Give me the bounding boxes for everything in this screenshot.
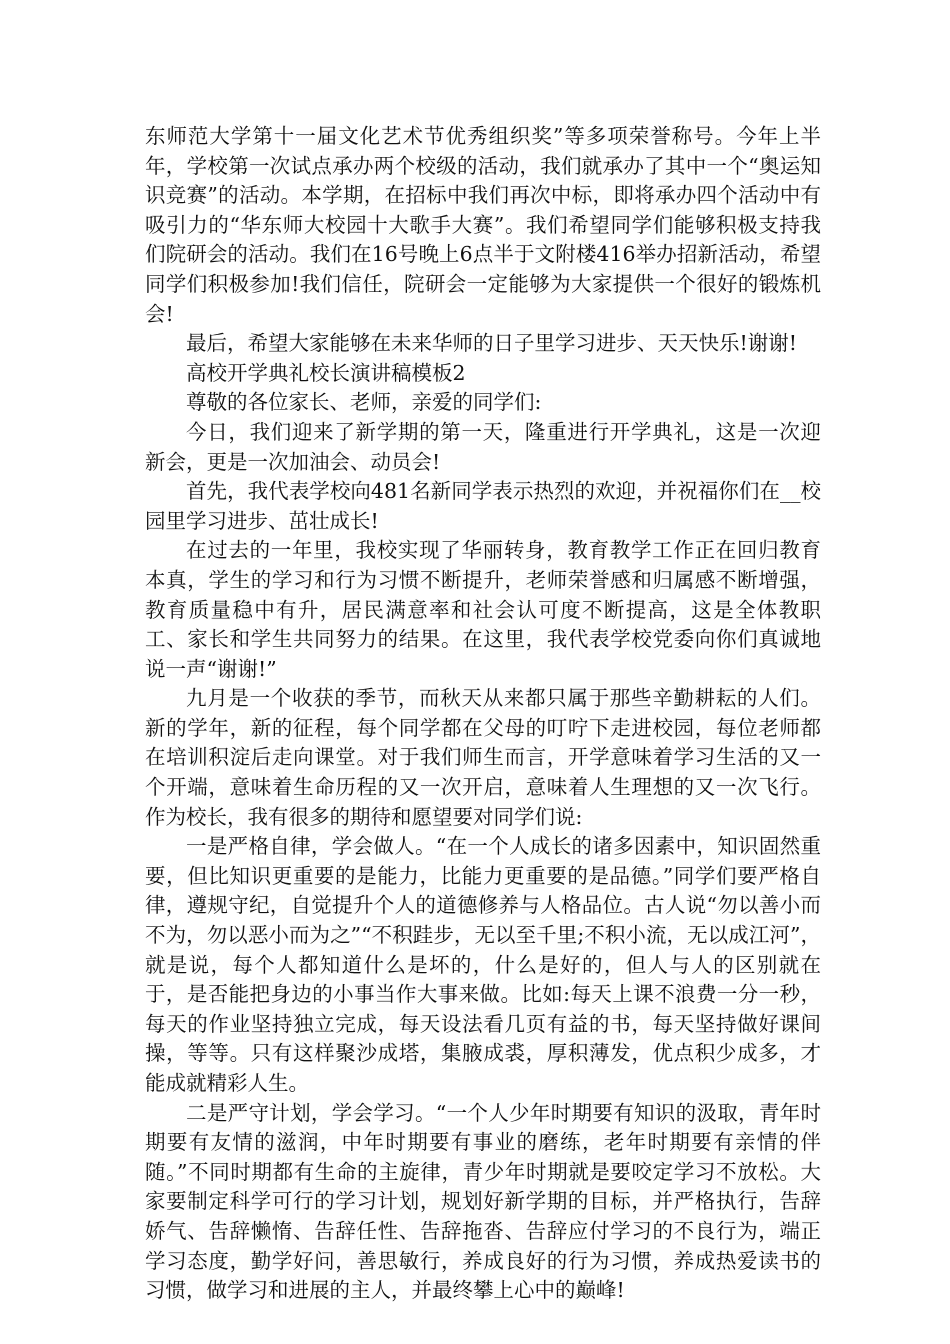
paragraph: 一是严格自律，学会做人。“在一个人成长的诸多因素中，知识固然重要，但比知识更重要的是能力，比能力更重要的是品德。”同学们要严格自律，遵规守纪，自觉提升个人的道德修养与人格品位。古人说“勿以善小而不为，勿以恶小而为之”“不积跬步，无以至千里;不积小流，无以成江河”，就是说，每个人都知道什么是坏的，什么是好的，但人与人的区别就在于，是否能把身边的小事当作大事来做。比如:每天上课不浪费一分一秒，每天的作业坚持独立完成，每天设法看几页有益的书，每天坚持做好课间操，等等。只有这样聚沙成塔，集腋成裘，厚积薄发，优点积少成多，才能成就精彩人生。	[145, 834, 821, 1095]
paragraph: 今日，我们迎来了新学期的第一天，隆重进行开学典礼，这是一次迎新会，更是一次加油会、动员会!	[145, 419, 821, 474]
paragraph: 在过去的一年里，我校实现了华丽转身，教育教学工作正在回归教育本真，学生的学习和行为习惯不断提升，老师荣誉感和归属感不断增强，教育质量稳中有升，居民满意率和社会认可度不断提高，这是全体教职工、家长和学生共同努力的结果。在这里，我代表学校党委向你们真诚地说一声“谢谢!”	[145, 538, 821, 681]
salutation: 尊敬的各位家长、老师，亲爱的同学们:	[186, 390, 542, 415]
paragraph: 东师范大学第十一届文化艺术节优秀组织奖”等多项荣誉称号。今年上半年，学校第一次试点承办两个校级的活动，我们就承办了其中一个“奥运知识竞赛”的活动。本学期，在招标中我们再次中标，即将承办四个活动中有吸引力的“华东师大校园十大歌手大赛”。我们希望同学们能够积极支持我们院研会的活动。我们在16号晚上6点半于文附楼416举办招新活动，希望同学们积极参加!我们信任，院研会一定能够为大家提供一个很好的锻炼机会!	[145, 124, 821, 326]
paragraph: 最后，希望大家能够在未来华师的日子里学习进步、天天快乐!谢谢!	[186, 331, 797, 356]
paragraph: 二是严守计划，学会学习。“一个人少年时期要有知识的汲取，青年时期要有友情的滋润，中年时期要有事业的磨练，老年时期要有亲情的伴随。”不同时期都有生命的主旋律，青少年时期就是要咬定学习不放松。大家要制定科学可行的学习计划，规划好新学期的目标，并严格执行，告辞娇气、告辞懒惰、告辞任性、告辞拖沓、告辞应付学习的不良行为，端正学习态度，勤学好问，善思敏行，养成良好的行为习惯，养成热爱读书的习惯，做学习和进展的主人，并最终攀上心中的巅峰!	[145, 1100, 821, 1303]
paragraph: 九月是一个收获的季节，而秋天从来都只属于那些辛勤耕耘的人们。新的学年，新的征程，每个同学都在父母的叮咛下走进校园，每位老师都在培训积淀后走向课堂。对于我们师生而言，开学意味着学习生活的又一个开端，意味着生命历程的又一次开启，意味着人生理想的又一次飞行。作为校长，我有很多的期待和愿望要对同学们说:	[145, 686, 821, 829]
section-title: 高校开学典礼校长演讲稿模板2	[186, 360, 466, 385]
paragraph: 首先，我代表学校向481名新同学表示热烈的欢迎，并祝福你们在__校园里学习进步、茁壮成长!	[145, 479, 821, 533]
document-body	[145, 122, 821, 1306]
